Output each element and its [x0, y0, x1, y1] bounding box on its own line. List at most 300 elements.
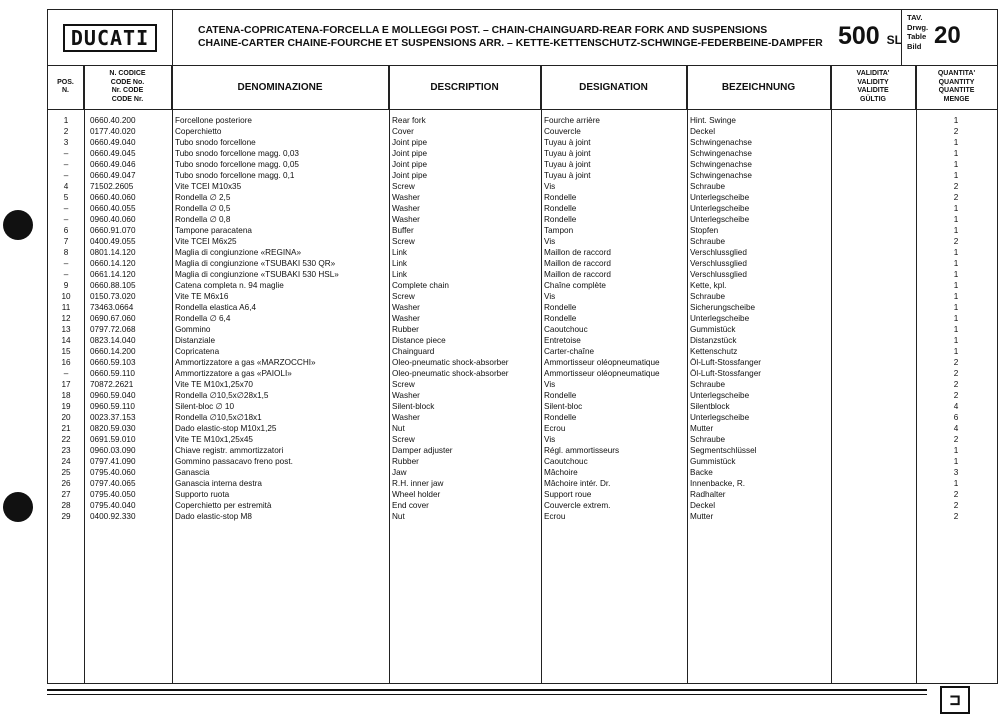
cell-desg: Vis — [544, 380, 556, 389]
cell-den: Silent-bloc ∅ 10 — [175, 402, 235, 411]
cell-pos: 19 — [61, 402, 71, 411]
cell-den: Ammortizzatore a gas «PAIOLI» — [175, 369, 292, 378]
cell-bez: Deckel — [690, 127, 716, 136]
cell-qty: 1 — [953, 479, 959, 488]
cell-desg: Vis — [544, 237, 556, 246]
cell-den: Tubo snodo forcellone magg. 0,1 — [175, 171, 295, 180]
cell-den: Tubo snodo forcellone magg. 0,03 — [175, 149, 299, 158]
table-row — [48, 203, 997, 214]
cell-desg: Ecrou — [544, 424, 566, 433]
cell-code: 0660.40.200 — [90, 116, 136, 125]
cell-desg: Tuyau à joint — [544, 138, 591, 147]
cell-den: Chiave registr. ammortizzatori — [175, 446, 284, 455]
cell-desc: Wheel holder — [392, 490, 441, 499]
cell-desg: Rondelle — [544, 391, 577, 400]
cell-code: 0795.40.060 — [90, 468, 136, 477]
cell-qty: 2 — [953, 380, 959, 389]
table-row — [48, 236, 997, 247]
cell-desc: Joint pipe — [392, 160, 428, 169]
cell-desc: Link — [392, 248, 408, 257]
cell-pos: – — [63, 160, 69, 169]
cell-code: 0400.92.330 — [90, 512, 136, 521]
cell-desc: Joint pipe — [392, 138, 428, 147]
table-row — [48, 280, 997, 291]
footer-rule-thin — [47, 694, 927, 695]
cell-code: 0660.49.040 — [90, 138, 136, 147]
page-header — [48, 10, 997, 66]
cell-den: Coperchietto per estremità — [175, 501, 272, 510]
cell-desc: Screw — [392, 237, 415, 246]
table-row — [48, 302, 997, 313]
cell-qty: 2 — [953, 237, 959, 246]
cell-qty: 2 — [953, 490, 959, 499]
cell-desc: Buffer — [392, 226, 414, 235]
cell-bez: Schwingenachse — [690, 138, 752, 147]
cell-desg: Couvercle extrem. — [544, 501, 611, 510]
cell-code: 0797.72.068 — [90, 325, 136, 334]
table-row — [48, 434, 997, 445]
cell-pos: – — [63, 369, 69, 378]
table-row — [48, 137, 997, 148]
cell-den: Gommino — [175, 325, 211, 334]
cell-code: 73463.0664 — [90, 303, 134, 312]
cell-qty: 2 — [953, 391, 959, 400]
cell-desg: Mâchoire intér. Dr. — [544, 479, 611, 488]
cell-code: 0691.59.010 — [90, 435, 136, 444]
cell-den: Vite TCEI M6x25 — [175, 237, 237, 246]
cell-code: 0660.40.060 — [90, 193, 136, 202]
cell-desg: Tuyau à joint — [544, 160, 591, 169]
cell-den: Vite TE M10x1,25x70 — [175, 380, 253, 389]
cell-desg: Vis — [544, 435, 556, 444]
cell-qty: 6 — [953, 413, 959, 422]
title-line-1: CATENA-COPRICATENA-FORCELLA E MOLLEGGI POST. – CHAIN-CHAINGUARD-REAR FORK AND SUSPENSIONS — [198, 25, 768, 36]
cell-desg: Ecrou — [544, 512, 566, 521]
table-row — [48, 379, 997, 390]
cell-code: 0660.59.103 — [90, 358, 136, 367]
table-row — [48, 478, 997, 489]
cell-pos: 25 — [61, 468, 71, 477]
cell-pos: – — [63, 204, 69, 213]
cell-qty: 2 — [953, 369, 959, 378]
table-row — [48, 159, 997, 170]
cell-desg: Ammortisseur oléopneumatique — [544, 358, 660, 367]
col-designation: DESIGNATION — [541, 65, 687, 109]
binder-hole-bottom — [3, 492, 33, 522]
cell-desc: Washer — [392, 413, 420, 422]
cell-den: Distanziale — [175, 336, 216, 345]
cell-code: 0795.40.040 — [90, 501, 136, 510]
cell-code: 0661.14.120 — [90, 270, 136, 279]
cell-den: Copricatena — [175, 347, 220, 356]
cell-qty: 1 — [953, 325, 959, 334]
cell-desg: Maillon de raccord — [544, 259, 611, 268]
cell-pos: 21 — [61, 424, 71, 433]
cell-code: 0960.03.090 — [90, 446, 136, 455]
cell-code: 0660.91.070 — [90, 226, 136, 235]
cell-code: 0660.59.110 — [90, 369, 135, 378]
cell-den: Vite TE M6x16 — [175, 292, 229, 301]
table-row — [48, 126, 997, 137]
col-pos: POS. N. — [48, 65, 84, 109]
cell-code: 0660.88.105 — [90, 281, 136, 290]
cell-desg: Support roue — [544, 490, 592, 499]
footer-rule — [47, 689, 927, 691]
title-line-2: CHAINE-CARTER CHAINE-FOURCHE ET SUSPENSIONS ARR. – KETTE-KETTENSCHUTZ-SCHWINGE-FEDERBEINE-DAMPFER — [198, 38, 823, 49]
cell-den: Maglia di congiunzione «TSUBAKI 530 HSL» — [175, 270, 339, 279]
cell-qty: 3 — [953, 468, 959, 477]
cell-bez: Mutter — [690, 424, 714, 433]
cell-desc: Washer — [392, 391, 420, 400]
cell-code: 0660.40.055 — [90, 204, 136, 213]
cell-desc: Washer — [392, 303, 420, 312]
cell-desc: Washer — [392, 193, 420, 202]
cell-desg: Rondelle — [544, 314, 577, 323]
table-row — [48, 401, 997, 412]
table-row — [48, 247, 997, 258]
cell-bez: Schwingenachse — [690, 160, 752, 169]
cell-pos: 26 — [61, 479, 71, 488]
table-row — [48, 500, 997, 511]
cell-desg: Entretoise — [544, 336, 581, 345]
cell-bez: Kette, kpl. — [690, 281, 727, 290]
cell-desc: Rubber — [392, 325, 419, 334]
cell-qty: 1 — [953, 259, 959, 268]
cell-pos: 5 — [63, 193, 69, 202]
cell-desc: Link — [392, 270, 408, 279]
cell-bez: Gummistück — [690, 325, 736, 334]
cell-qty: 1 — [953, 457, 959, 466]
cell-desc: Screw — [392, 435, 415, 444]
cell-den: Ganascia — [175, 468, 210, 477]
cell-pos: 1 — [63, 116, 69, 125]
cell-desg: Silent-bloc — [544, 402, 583, 411]
cell-desc: Washer — [392, 314, 420, 323]
cell-qty: 1 — [953, 446, 959, 455]
cell-qty: 2 — [953, 358, 959, 367]
cell-desc: Screw — [392, 380, 415, 389]
cell-pos: 22 — [61, 435, 71, 444]
cell-desc: Damper adjuster — [392, 446, 453, 455]
cell-den: Rondella ∅ 2,5 — [175, 193, 231, 202]
cell-qty: 1 — [953, 116, 959, 125]
cell-desc: Nut — [392, 512, 405, 521]
cell-bez: Backe — [690, 468, 713, 477]
cell-code: 0660.49.047 — [90, 171, 136, 180]
cell-desg: Régl. ammortisseurs — [544, 446, 620, 455]
table-row — [48, 313, 997, 324]
table-label: TAV. — [907, 13, 923, 22]
cell-qty: 1 — [953, 347, 959, 356]
table-number-cell — [901, 10, 998, 65]
col-code: N. CODICE CODE No. Nr. CODE CODE Nr. — [84, 65, 172, 109]
cell-qty: 2 — [953, 512, 959, 521]
table-row — [48, 511, 997, 522]
cell-pos: – — [63, 270, 69, 279]
model-number: 500 — [838, 22, 880, 50]
cell-desg: Tuyau à joint — [544, 149, 591, 158]
cell-desc: Silent-block — [392, 402, 435, 411]
cell-desg: Chaîne complète — [544, 281, 606, 290]
cell-pos: – — [63, 215, 69, 224]
cell-desg: Couvercle — [544, 127, 581, 136]
cell-den: Rondella ∅10,5x∅28x1,5 — [175, 391, 269, 400]
cell-desc: Joint pipe — [392, 171, 428, 180]
cell-den: Rondella elastica A6,4 — [175, 303, 257, 312]
cell-bez: Schwingenachse — [690, 149, 752, 158]
cell-qty: 1 — [953, 336, 959, 345]
table-number: 20 — [934, 22, 961, 49]
cell-den: Dado elastic-stop M10x1,25 — [175, 424, 277, 433]
cell-pos: 10 — [61, 292, 71, 301]
cell-code: 0820.59.030 — [90, 424, 136, 433]
cell-qty: 1 — [953, 303, 959, 312]
table-row — [48, 456, 997, 467]
brand-logo: DUCATI — [63, 24, 157, 52]
cell-pos: 8 — [63, 248, 69, 257]
cell-qty: 1 — [953, 171, 959, 180]
cell-qty: 1 — [953, 248, 959, 257]
cell-den: Catena completa n. 94 maglie — [175, 281, 284, 290]
cell-desg: Ammortisseur oléopneumatique — [544, 369, 660, 378]
cell-desg: Rondelle — [544, 303, 577, 312]
table-row — [48, 357, 997, 368]
cell-bez: Schraube — [690, 182, 726, 191]
cell-desc: Joint pipe — [392, 149, 428, 158]
table-row — [48, 368, 997, 379]
table-label: Bild — [907, 41, 922, 51]
cell-den: Coperchietto — [175, 127, 222, 136]
cell-code: 0023.37.153 — [90, 413, 136, 422]
cell-bez: Öl-Luft-Stossfanger — [690, 358, 761, 367]
cell-bez: Schraube — [690, 435, 726, 444]
cell-pos: 23 — [61, 446, 71, 455]
table-row — [48, 467, 997, 478]
cell-code: 0690.67.060 — [90, 314, 136, 323]
cell-code: 0801.14.120 — [90, 248, 136, 257]
cell-pos: 13 — [61, 325, 71, 334]
end-of-section-icon: ⊐ — [940, 686, 970, 714]
table-row — [48, 291, 997, 302]
col-quantity: QUANTITA' QUANTITY QUANTITE MENGE — [937, 70, 976, 103]
cell-bez: Unterlegscheibe — [690, 413, 750, 422]
table-row — [48, 181, 997, 192]
cell-bez: Segmentschlüssel — [690, 446, 757, 455]
cell-desg: Caoutchouc — [544, 325, 588, 334]
cell-bez: Unterlegscheibe — [690, 215, 750, 224]
cell-pos: 20 — [61, 413, 71, 422]
cell-desc: Link — [392, 259, 408, 268]
cell-bez: Unterlegscheibe — [690, 314, 750, 323]
cell-desc: Chainguard — [392, 347, 435, 356]
table-row — [48, 170, 997, 181]
cell-desg: Fourche arrière — [544, 116, 600, 125]
cell-code: 0660.49.046 — [90, 160, 136, 169]
cell-den: Rondella ∅10,5x∅18x1 — [175, 413, 262, 422]
cell-pos: 14 — [61, 336, 71, 345]
cell-den: Gommino passacavo freno post. — [175, 457, 293, 466]
cell-code: 0960.40.060 — [90, 215, 136, 224]
table-row — [48, 390, 997, 401]
cell-bez: Öl-Luft-Stossfanger — [690, 369, 761, 378]
cell-bez: Radhalter — [690, 490, 726, 499]
cell-bez: Schraube — [690, 292, 726, 301]
cell-den: Dado elastic-stop M8 — [175, 512, 252, 521]
cell-desc: Screw — [392, 182, 415, 191]
cell-bez: Schraube — [690, 237, 726, 246]
cell-pos: 24 — [61, 457, 71, 466]
cell-den: Vite TE M10x1,25x45 — [175, 435, 253, 444]
cell-desg: Maillon de raccord — [544, 248, 611, 257]
cell-desc: Rear fork — [392, 116, 426, 125]
cell-desg: Caoutchouc — [544, 457, 588, 466]
cell-pos: 4 — [63, 182, 69, 191]
cell-desg: Rondelle — [544, 413, 577, 422]
cell-bez: Unterlegscheibe — [690, 391, 750, 400]
cell-bez: Verschlussglied — [690, 248, 747, 257]
cell-desg: Vis — [544, 292, 556, 301]
page-title — [198, 24, 848, 50]
cell-bez: Stopfen — [690, 226, 719, 235]
cell-code: 0797.41.090 — [90, 457, 136, 466]
cell-code: 0823.14.040 — [90, 336, 136, 345]
cell-bez: Hint. Swinge — [690, 116, 736, 125]
cell-desg: Tuyau à joint — [544, 171, 591, 180]
cell-desc: Oleo-pneumatic shock-absorber — [392, 369, 509, 378]
cell-desg: Maillon de raccord — [544, 270, 611, 279]
cell-qty: 4 — [953, 424, 959, 433]
cell-bez: Deckel — [690, 501, 716, 510]
table-row — [48, 412, 997, 423]
cell-code: 71502.2605 — [90, 182, 134, 191]
cell-qty: 1 — [953, 160, 959, 169]
table-row — [48, 346, 997, 357]
cell-bez: Innenbacke, R. — [690, 479, 746, 488]
cell-code: 0150.73.020 — [90, 292, 136, 301]
cell-qty: 4 — [953, 402, 959, 411]
table-label: Drwg. — [907, 22, 929, 32]
cell-den: Maglia di congiunzione «REGINA» — [175, 248, 302, 257]
table-row — [48, 445, 997, 456]
col-bezeichnung: BEZEICHNUNG — [687, 65, 831, 109]
cell-bez: Distanzstück — [690, 336, 737, 345]
cell-bez: Sicherungscheibe — [690, 303, 756, 312]
cell-bez: Unterlegscheibe — [690, 193, 750, 202]
parts-table-frame — [47, 9, 998, 684]
table-row — [48, 269, 997, 280]
cell-code: 0660.14.120 — [90, 259, 136, 268]
cell-pos: 2 — [63, 127, 69, 136]
cell-pos: 17 — [61, 380, 71, 389]
cell-desc: R.H. inner jaw — [392, 479, 444, 488]
cell-pos: 27 — [61, 490, 71, 499]
cell-desc: Distance piece — [392, 336, 446, 345]
cell-desc: Cover — [392, 127, 414, 136]
cell-qty: 1 — [953, 270, 959, 279]
cell-bez: Verschlussglied — [690, 270, 747, 279]
col-denominazione: DENOMINAZIONE — [172, 65, 389, 109]
cell-desc: Washer — [392, 204, 420, 213]
table-row — [48, 214, 997, 225]
cell-code: 0400.49.055 — [90, 237, 136, 246]
table-row — [48, 258, 997, 269]
cell-qty: 1 — [953, 215, 959, 224]
table-row — [48, 225, 997, 236]
table-label: Table — [907, 32, 927, 41]
cell-qty: 2 — [953, 435, 959, 444]
cell-desc: Rubber — [392, 457, 419, 466]
cell-bez: Unterlegscheibe — [690, 204, 750, 213]
cell-bez: Schwingenachse — [690, 171, 752, 180]
cell-pos: 16 — [61, 358, 71, 367]
cell-qty: 1 — [953, 292, 959, 301]
cell-pos: 18 — [61, 391, 71, 400]
cell-qty: 1 — [953, 281, 959, 290]
cell-desg: Vis — [544, 182, 556, 191]
cell-desg: Mâchoire — [544, 468, 578, 477]
table-row — [48, 324, 997, 335]
cell-pos: 28 — [61, 501, 71, 510]
cell-code: 0960.59.110 — [90, 402, 135, 411]
table-row — [48, 115, 997, 126]
cell-desc: Jaw — [392, 468, 407, 477]
cell-qty: 1 — [953, 204, 959, 213]
cell-pos: 29 — [61, 512, 71, 521]
cell-bez: Gummistück — [690, 457, 736, 466]
model-suffix: SL — [886, 33, 903, 47]
cell-pos: 11 — [61, 303, 71, 312]
cell-den: Ganascia interna destra — [175, 479, 262, 488]
cell-pos: – — [63, 171, 69, 180]
cell-desg: Rondelle — [544, 204, 577, 213]
table-row — [48, 192, 997, 203]
binder-hole-top — [3, 210, 33, 240]
cell-bez: Schraube — [690, 380, 726, 389]
cell-pos: 7 — [63, 237, 69, 246]
cell-code: 0660.14.200 — [90, 347, 136, 356]
cell-qty: 1 — [953, 314, 959, 323]
cell-bez: Mutter — [690, 512, 714, 521]
cell-desg: Rondelle — [544, 215, 577, 224]
table-row — [48, 335, 997, 346]
table-labels — [907, 13, 928, 51]
cell-qty: 1 — [953, 226, 959, 235]
cell-code: 0960.59.040 — [90, 391, 136, 400]
column-header-row — [48, 65, 997, 110]
cell-den: Rondella ∅ 6,4 — [175, 314, 231, 323]
cell-den: Rondella ∅ 0,8 — [175, 215, 231, 224]
cell-desc: Nut — [392, 424, 405, 433]
cell-qty: 2 — [953, 127, 959, 136]
cell-den: Vite TCEI M10x35 — [175, 182, 242, 191]
cell-qty: 1 — [953, 138, 959, 147]
cell-code: 70872.2621 — [90, 380, 134, 389]
cell-code: 0795.40.050 — [90, 490, 136, 499]
brand-cell — [48, 10, 173, 65]
cell-den: Rondella ∅ 0,5 — [175, 204, 231, 213]
cell-code: 0177.40.020 — [90, 127, 136, 136]
cell-pos: 12 — [61, 314, 71, 323]
cell-desc: Washer — [392, 215, 420, 224]
cell-den: Maglia di congiunzione «TSUBAKI 530 QR» — [175, 259, 336, 268]
cell-den: Supporto ruota — [175, 490, 230, 499]
cell-den: Tubo snodo forcellone — [175, 138, 256, 147]
cell-pos: 6 — [63, 226, 69, 235]
cell-desg: Rondelle — [544, 193, 577, 202]
cell-desg: Carter-chaîne — [544, 347, 595, 356]
cell-bez: Silentblock — [690, 402, 730, 411]
cell-pos: 3 — [63, 138, 69, 147]
